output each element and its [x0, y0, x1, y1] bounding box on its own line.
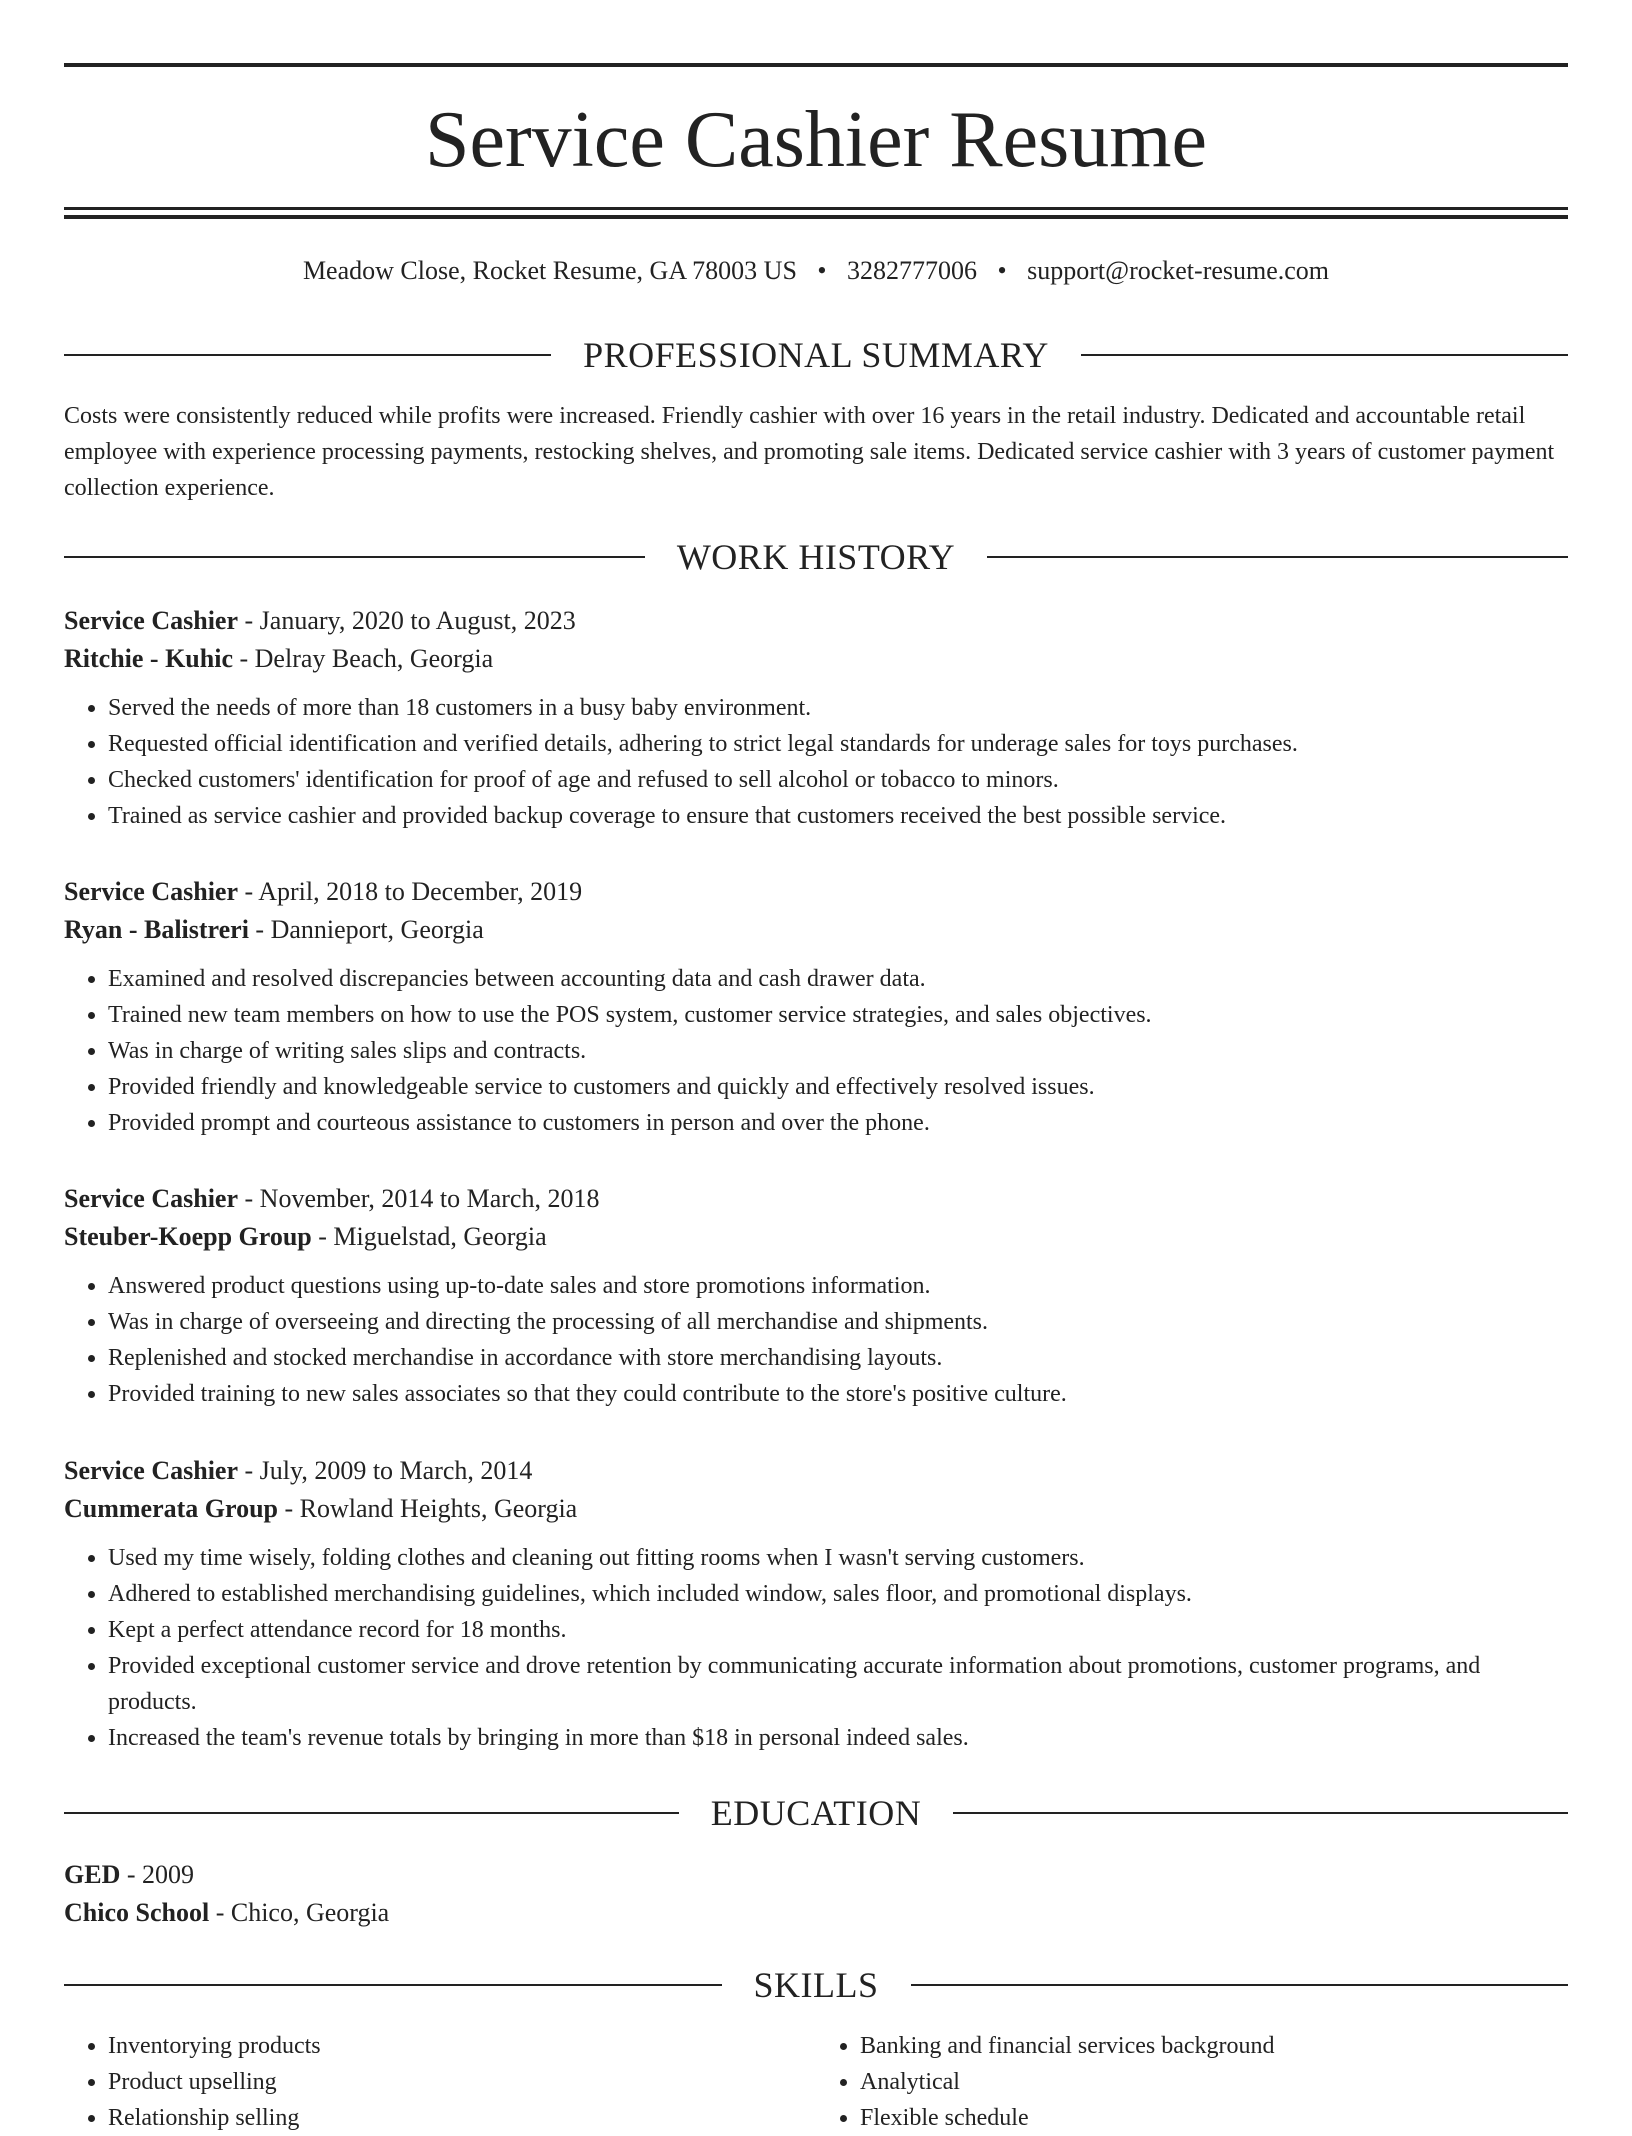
- divider-line: [1081, 354, 1568, 356]
- section-header-education: [64, 1791, 1568, 1835]
- contact-separator: •: [997, 256, 1007, 285]
- job-bullet: • Answered product questions using up-to-date sales and store promotions information.: [108, 1268, 1568, 1304]
- job-bullets: [64, 1268, 1568, 1412]
- divider-line: [64, 1812, 679, 1814]
- skill-item: • Analytical: [860, 2064, 1568, 2100]
- job-entry: [64, 602, 1568, 834]
- contact-address: Meadow Close, Rocket Resume, GA 78003 US: [302, 256, 797, 285]
- job-bullet: • Checked customers' identification for proof of age and refused to sell alcohol or tobacco to minors.: [108, 762, 1568, 798]
- job-bullet: • Adhered to established merchandising guidelines, which included window, sales floor, and promotional displays.: [108, 1576, 1568, 1612]
- divider-line: [987, 556, 1568, 558]
- job-bullet: • Provided exceptional customer service and drove retention by communicating accurate information about promotions, customer programs, and products.: [108, 1648, 1568, 1720]
- education-school: Chico School: [64, 1898, 210, 1927]
- job-entry: [64, 1452, 1568, 1756]
- job-dates: - July, 2009 to March, 2014: [238, 1456, 533, 1485]
- job-bullet: • Replenished and stocked merchandise in accordance with store merchandising layouts.: [108, 1340, 1568, 1376]
- job-bullet: • Provided training to new sales associates so that they could contribute to the store's positive culture.: [108, 1376, 1568, 1412]
- job-title: Service Cashier: [64, 1456, 239, 1485]
- section-title-work-history: WORK HISTORY: [676, 537, 956, 577]
- contact-email: support@rocket-resume.com: [1027, 256, 1330, 285]
- job-company: Steuber-Koepp Group: [64, 1222, 312, 1251]
- skill-item: • Flexible schedule: [860, 2100, 1568, 2136]
- section-title-education: EDUCATION: [710, 1793, 922, 1833]
- job-bullets: [64, 961, 1568, 1141]
- job-bullet: • Provided friendly and knowledgeable service to customers and quickly and effectively resolved issues.: [108, 1069, 1568, 1105]
- job-title: Service Cashier: [64, 606, 239, 635]
- divider-line: [64, 556, 645, 558]
- job-company: Cummerata Group: [64, 1494, 279, 1523]
- job-location: - Miguelstad, Georgia: [311, 1222, 547, 1251]
- skill-item: • Banking and financial services background: [860, 2028, 1568, 2064]
- job-bullet: • Trained new team members on how to use the POS system, customer service strategies, and sales objectives.: [108, 997, 1568, 1033]
- job-bullet: • Used my time wisely, folding clothes and cleaning out fitting rooms when I wasn't serving customers.: [108, 1540, 1568, 1576]
- education-year: - 2009: [120, 1860, 195, 1889]
- skills-column-right: [816, 2028, 1568, 2136]
- divider-line: [64, 1984, 722, 1986]
- contact-separator: •: [817, 256, 827, 285]
- job-bullets: [64, 1540, 1568, 1756]
- section-header-summary: [64, 333, 1568, 377]
- job-dates: - January, 2020 to August, 2023: [238, 606, 576, 635]
- job-bullet: • Provided prompt and courteous assistance to customers in person and over the phone.: [108, 1105, 1568, 1141]
- divider-line: [953, 1812, 1568, 1814]
- title-double-rule: [64, 207, 1568, 219]
- skill-item: • Product upselling: [108, 2064, 816, 2100]
- skills-list: [64, 2028, 1568, 2136]
- section-header-skills: [64, 1963, 1568, 2007]
- job-bullet: • Was in charge of overseeing and directing the processing of all merchandise and shipments.: [108, 1304, 1568, 1340]
- job-title: Service Cashier: [64, 877, 239, 906]
- job-bullets: [64, 690, 1568, 834]
- divider-line: [64, 354, 551, 356]
- contact-phone: 3282777006: [847, 256, 978, 285]
- job-bullet: • Increased the team's revenue totals by bringing in more than $18 in personal indeed sales.: [108, 1720, 1568, 1756]
- education-degree: GED: [64, 1860, 121, 1889]
- section-title-skills: SKILLS: [753, 1965, 879, 2005]
- education-location: - Chico, Georgia: [209, 1898, 390, 1927]
- job-company: Ryan - Balistreri: [64, 915, 249, 944]
- job-dates: - November, 2014 to March, 2018: [238, 1184, 600, 1213]
- contact-line: [64, 253, 1568, 289]
- top-rule: [64, 63, 1568, 67]
- job-bullet: • Trained as service cashier and provided backup coverage to ensure that customers received the best possible service.: [108, 798, 1568, 834]
- job-bullet: • Requested official identification and verified details, adhering to strict legal standards for underage sales for toys purchases.: [108, 726, 1568, 762]
- job-bullet: • Kept a perfect attendance record for 18 months.: [108, 1612, 1568, 1648]
- section-title-summary: PROFESSIONAL SUMMARY: [583, 335, 1049, 375]
- job-title: Service Cashier: [64, 1184, 239, 1213]
- job-location: - Dannieport, Georgia: [248, 915, 484, 944]
- summary-text: Costs were consistently reduced while profits were increased. Friendly cashier with over 16 years in the retail industry. Dedicated and accountable retail employee with experience processing payments, restocking shelves, and promoting sale items. Dedicated service cashier with 3 years of customer payment collection experience.: [64, 403, 1555, 501]
- skills-column-left: [64, 2028, 816, 2136]
- job-entry: [64, 873, 1568, 1141]
- education-entry: [64, 1856, 1568, 1932]
- resume-title: Service Cashier Resume: [425, 96, 1207, 184]
- job-dates: - April, 2018 to December, 2019: [238, 877, 583, 906]
- job-location: - Delray Beach, Georgia: [233, 644, 494, 673]
- job-entry: [64, 1180, 1568, 1412]
- job-bullet: • Was in charge of writing sales slips and contracts.: [108, 1033, 1568, 1069]
- section-header-work-history: [64, 535, 1568, 579]
- skill-item: • Inventorying products: [108, 2028, 816, 2064]
- skill-item: • Relationship selling: [108, 2100, 816, 2136]
- job-bullet: • Served the needs of more than 18 customers in a busy baby environment.: [108, 690, 1568, 726]
- job-company: Ritchie - Kuhic: [64, 644, 233, 673]
- job-location: - Rowland Heights, Georgia: [278, 1494, 578, 1523]
- job-bullet: • Examined and resolved discrepancies between accounting data and cash drawer data.: [108, 961, 1568, 997]
- divider-line: [911, 1984, 1569, 1986]
